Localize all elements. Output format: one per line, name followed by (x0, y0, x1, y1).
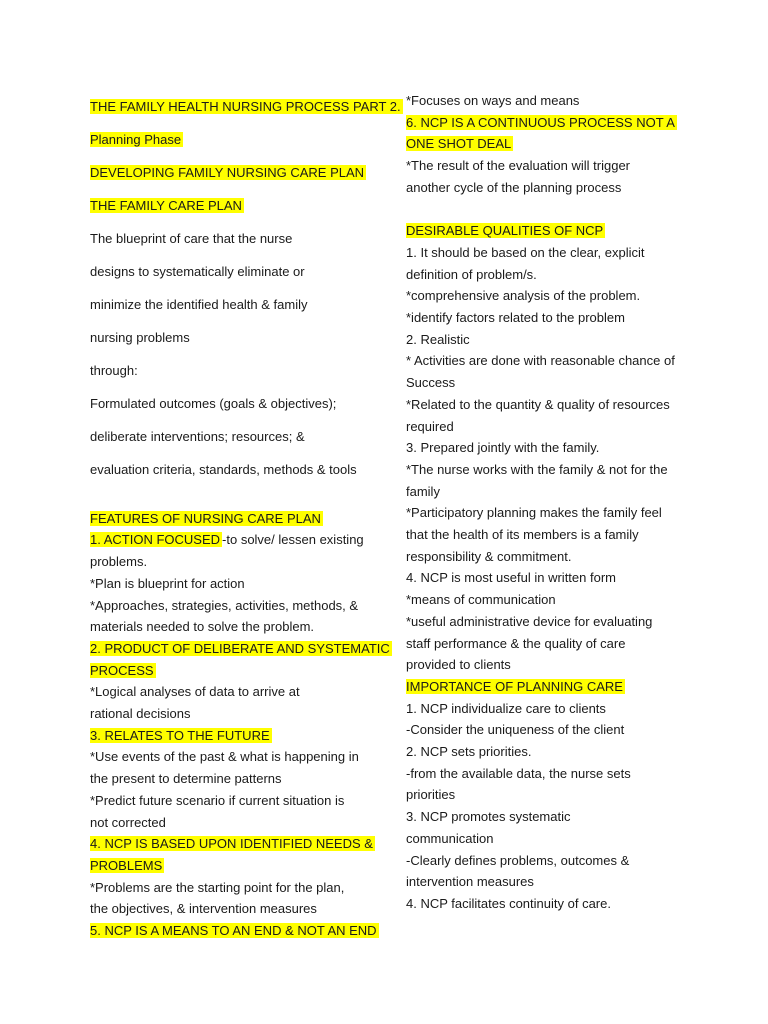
feature-5-line (90, 920, 377, 942)
body-line: 3. Prepared jointly with the family. (406, 440, 600, 456)
phase-line (90, 123, 370, 156)
body-line: *Participatory planning makes the family feel (406, 505, 662, 521)
feature-2-heading-cont: PROCESS (90, 662, 154, 678)
body-line: *Problems are the starting point for the plan, (90, 879, 345, 895)
body-line: provided to clients (406, 657, 511, 673)
body-line: *Related to the quantity & quality of resources (406, 396, 670, 412)
body-line: *Logical analyses of data to arrive at (90, 684, 300, 700)
doc-title-line (90, 90, 401, 123)
body-line: *useful administrative device for evaluating (406, 613, 653, 629)
body-line: materials needed to solve the problem. (90, 619, 315, 635)
body-line: *identify factors related to the problem (406, 310, 625, 326)
spacer (406, 199, 696, 221)
body-line: intervention measures (406, 874, 534, 890)
body-line: responsibility & commitment. (406, 548, 572, 564)
intro-line: deliberate interventions; resources; & (90, 429, 305, 444)
body-line: 3. NCP promotes systematic (406, 809, 571, 825)
body-line: priorities (406, 787, 456, 803)
body-line: Success (406, 375, 456, 391)
intro-line: minimize the identified health & family (90, 297, 308, 312)
body-line: another cycle of the planning process (406, 179, 622, 195)
body-line: -Clearly defines problems, outcomes & (406, 852, 630, 868)
phase-heading: Planning Phase (90, 132, 182, 147)
body-line: *means of communication (406, 592, 556, 608)
body-line: definition of problem/s. (406, 266, 537, 282)
body-line: 1. It should be based on the clear, explicit (406, 244, 645, 260)
desirable-heading: DESIRABLE QUALITIES OF NCP (406, 223, 604, 239)
intro-line: designs to systematically eliminate or (90, 264, 305, 279)
feature-2-line (90, 660, 370, 682)
developing-heading: DEVELOPING FAMILY NURSING CARE PLAN (90, 165, 365, 180)
features-heading-line (90, 508, 370, 530)
body-line: *The nurse works with the family & not for the (406, 461, 668, 477)
intro-line: evaluation criteria, standards, methods & tools (90, 462, 357, 477)
feature-2-heading: 2. PRODUCT OF DELIBERATE AND SYSTEMATIC (90, 640, 390, 656)
intro-line: Formulated outcomes (goals & objectives); (90, 396, 337, 411)
feature-4-line (90, 833, 373, 855)
body-line: *Predict future scenario if current situation is (90, 792, 345, 808)
importance-heading-line (406, 676, 696, 698)
body-line: *Plan is blueprint for action (90, 575, 245, 591)
feature-4-heading-cont: PROBLEMS (90, 857, 163, 873)
body-line: problems. (90, 554, 148, 570)
body-line: *The result of the evaluation will trigger (406, 158, 631, 174)
feature-6-heading-cont: ONE SHOT DEAL (406, 136, 512, 152)
feature-1-rest: -to solve/ lessen existing (222, 532, 364, 548)
feature-2-line (90, 638, 390, 660)
body-line: 2. NCP sets priorities. (406, 744, 532, 760)
body-line: *comprehensive analysis of the problem. (406, 288, 641, 304)
feature-3-heading: 3. RELATES TO THE FUTURE (90, 727, 270, 743)
feature-5-heading: 5. NCP IS A MEANS TO AN END & NOT AN END (90, 923, 377, 939)
feature-1-line (90, 529, 370, 551)
body-line: communication (406, 830, 494, 846)
features-heading: FEATURES OF NURSING CARE PLAN (90, 510, 321, 526)
body-line: *Approaches, strategies, activities, methods, & (90, 597, 359, 613)
body-line: * Activities are done with reasonable chance of (406, 353, 675, 369)
left-column (90, 90, 401, 942)
body-line: staff performance & the quality of care (406, 635, 626, 651)
spacer (90, 486, 370, 508)
intro-line: nursing problems (90, 330, 190, 345)
body-line: required (406, 418, 454, 434)
body-line: 4. NCP facilitates continuity of care. (406, 896, 611, 911)
feature-1-heading: 1. ACTION FOCUSED (90, 532, 221, 548)
body-line: -Consider the uniqueness of the client (406, 722, 625, 738)
doc-title: THE FAMILY HEALTH NURSING PROCESS PART 2. (90, 99, 401, 114)
importance-heading: IMPORTANCE OF PLANNING CARE (406, 678, 623, 694)
body-line: -from the available data, the nurse sets (406, 765, 631, 781)
body-line: the present to determine patterns (90, 771, 282, 787)
body-line: that the health of its members is a family (406, 527, 639, 543)
care-plan-line (90, 189, 370, 222)
developing-line (90, 156, 370, 189)
body-line: the objectives, & intervention measures (90, 901, 317, 917)
body-line: *Focuses on ways and means (406, 93, 580, 108)
body-line: 4. NCP is most useful in written form (406, 570, 616, 586)
desirable-heading-line (406, 220, 696, 242)
feature-4-line (90, 855, 370, 877)
feature-6-heading: 6. NCP IS A CONTINUOUS PROCESS NOT A (406, 114, 675, 130)
feature-4-heading: 4. NCP IS BASED UPON IDENTIFIED NEEDS & (90, 836, 373, 852)
intro-line: through: (90, 363, 138, 378)
right-column (406, 90, 696, 915)
feature-6-line (406, 133, 696, 155)
feature-3-line (90, 725, 370, 747)
body-line: 2. Realistic (406, 331, 470, 347)
body-line: 1. NCP individualize care to clients (406, 700, 606, 716)
body-line: not corrected (90, 814, 166, 830)
body-line: family (406, 483, 440, 499)
feature-6-line (406, 112, 696, 134)
care-plan-heading: THE FAMILY CARE PLAN (90, 198, 242, 213)
body-line: rational decisions (90, 706, 191, 722)
intro-line: The blueprint of care that the nurse (90, 231, 293, 246)
body-line: *Use events of the past & what is happening in (90, 749, 359, 765)
